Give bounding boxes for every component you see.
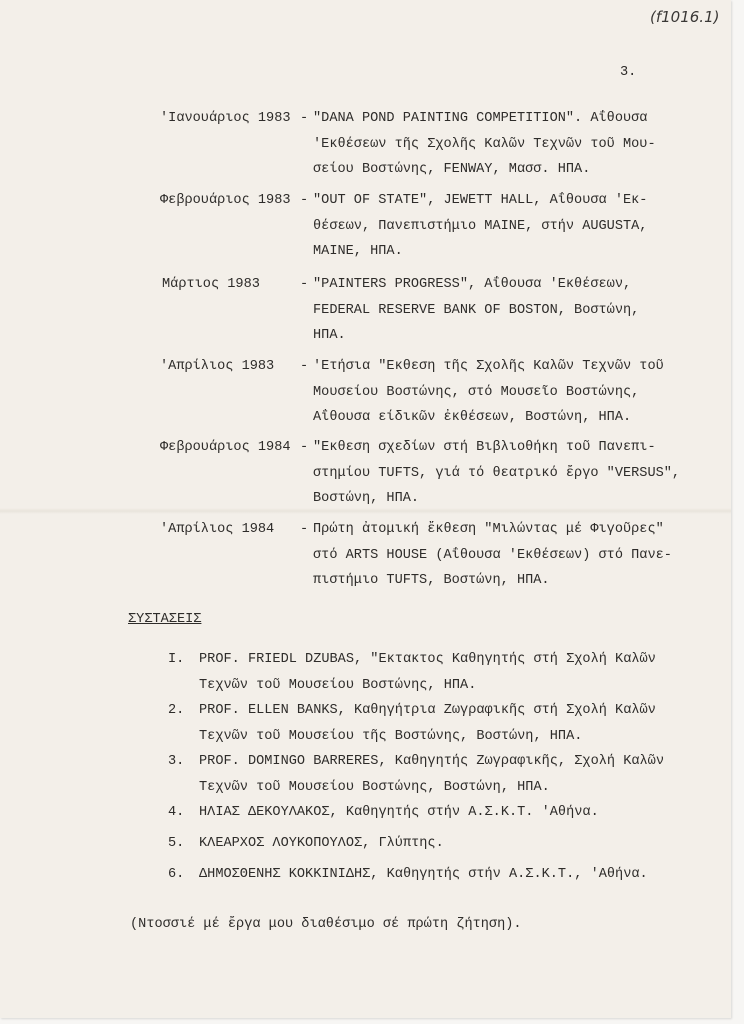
reference-text-line: ΗΛΙΑΣ ΔΕΚΟΥΛΑΚΟΣ, Καθηγητής στήν Α.Σ.Κ.Τ. 'Αθήνα. xyxy=(199,805,599,820)
reference-text-line: Τεχνῶν τοῦ Μουσείου Βοστώνης, Βοστώνη, ΗΠΑ. xyxy=(199,779,550,795)
exhibition-description-line: FEDERAL RESERVE BANK OF BOSTON, Βοστώνη, xyxy=(313,302,640,318)
reference-text-line: ΔΗΜΟΣΘΕΝΗΣ ΚΟΚΚΙΝΙΔΗΣ, Καθηγητής στήν Α.Σ.Κ.Τ., 'Αθήνα. xyxy=(199,867,648,882)
exhibition-description-line: Βοστώνη, ΗΠΑ. xyxy=(313,491,420,506)
exhibition-date: Φεβρουάριος 1983 xyxy=(160,193,291,208)
exhibition-description-line: ΗΠΑ. xyxy=(313,328,346,343)
footnote: (Ντοσσιέ μέ ἔργα μου διαθέσιμο σέ πρώτη ζήτηση). xyxy=(130,917,522,932)
exhibition-description-line: "PAINTERS PROGRESS", Αΐθουσα 'Εκθέσεων, xyxy=(313,277,632,292)
archive-reference: (f1016.1) xyxy=(650,8,720,26)
reference-text-line: Τεχνῶν τοῦ Μουσείου Βοστώνης, ΗΠΑ. xyxy=(199,677,477,693)
reference-number: 5. xyxy=(168,836,185,851)
reference-text-line: PROF. ELLEN BANKS, Καθηγήτρια Ζωγραφικῆς στή Σχολή Καλῶν xyxy=(199,703,656,718)
exhibition-description-line: πιστήμιο TUFTS, Βοστώνη, ΗΠΑ. xyxy=(313,573,550,588)
exhibition-description-line: Μουσείου Βοστώνης, στό Μουσεῖο Βοστώνης, xyxy=(313,384,640,400)
reference-number: 2. xyxy=(168,703,185,718)
exhibition-date: 'Απρίλιος 1984 xyxy=(160,522,275,537)
exhibition-description-line: Αΐθουσα είδικῶν ἐκθέσεων, Βοστώνη, ΗΠΑ. xyxy=(313,410,632,425)
paper-fold xyxy=(0,508,731,514)
exhibition-description-line: "OUT OF STATE", JEWETT HALL, Αΐθουσα 'Εκ- xyxy=(313,193,648,208)
reference-number: 6. xyxy=(168,867,185,882)
dash-separator: - xyxy=(300,193,309,208)
dash-separator: - xyxy=(300,522,309,537)
exhibition-description-line: MAINE, ΗΠΑ. xyxy=(313,244,403,259)
reference-text-line: Τεχνῶν τοῦ Μουσείου τῆς Βοστώνης, Βοστώνη, ΗΠΑ. xyxy=(199,728,583,744)
reference-number: I. xyxy=(168,652,185,667)
exhibition-description-line: Πρώτη ἀτομική ἔκθεση "Μιλώντας μέ Φιγοῦρες" xyxy=(313,522,664,537)
exhibition-description-line: θέσεων, Πανεπιστήμιο MAINE, στήν AUGUSTA, xyxy=(313,218,648,234)
references-heading xyxy=(128,611,201,629)
references-heading-text: ΣΥΣΤΑΣΕΙΣ xyxy=(128,612,202,627)
exhibition-description-line: σείου Βοστώνης, FENWAY, Μασσ. ΗΠΑ. xyxy=(313,162,591,177)
reference-text-line: PROF. FRIEDL DZUBAS, ″Εκτακτος Καθηγητής στή Σχολή Καλῶν xyxy=(199,652,656,667)
exhibition-date: Φεβρουάριος 1984 xyxy=(160,440,291,455)
dash-separator: - xyxy=(300,277,309,292)
reference-number: 4. xyxy=(168,805,185,820)
exhibition-description-line: 'Ετήσια ″Εκθεση τῆς Σχολῆς Καλῶν Τεχνῶν τοῦ xyxy=(313,359,664,374)
dash-separator: - xyxy=(300,111,309,126)
reference-text-line: ΚΛΕΑΡΧΟΣ ΛΟΥΚΟΠΟΥΛΟΣ, Γλύπτης. xyxy=(199,836,444,851)
exhibition-description-line: ″Εκθεση σχεδίων στή Βιβλιοθήκη τοῦ Πανεπι- xyxy=(313,440,656,455)
exhibition-date: 'Ιανουάριος 1983 xyxy=(160,111,291,126)
reference-number: 3. xyxy=(168,754,185,769)
exhibition-description-line: 'Εκθέσεων τῆς Σχολῆς Καλῶν Τεχνῶν τοῦ Μου- xyxy=(313,136,656,152)
page-number: 3. xyxy=(620,65,637,80)
exhibition-date: Μάρτιος 1983 xyxy=(162,277,260,292)
exhibition-description-line: στό ARTS HOUSE (Αΐθουσα 'Εκθέσεων) στό Πανε- xyxy=(313,547,672,563)
exhibition-description-line: στημίου TUFTS, γιά τό θεατρικό ἔργο "VERSUS", xyxy=(313,465,681,481)
exhibition-date: 'Απρίλιος 1983 xyxy=(160,359,275,374)
reference-text-line: PROF. DOMINGO BARRERES, Καθηγητής Ζωγραφικῆς, Σχολή Καλῶν xyxy=(199,754,664,769)
exhibition-description-line: "DANA POND PAINTING COMPETITION". Αΐθουσα xyxy=(313,111,648,126)
dash-separator: - xyxy=(300,440,309,455)
dash-separator: - xyxy=(300,359,309,374)
